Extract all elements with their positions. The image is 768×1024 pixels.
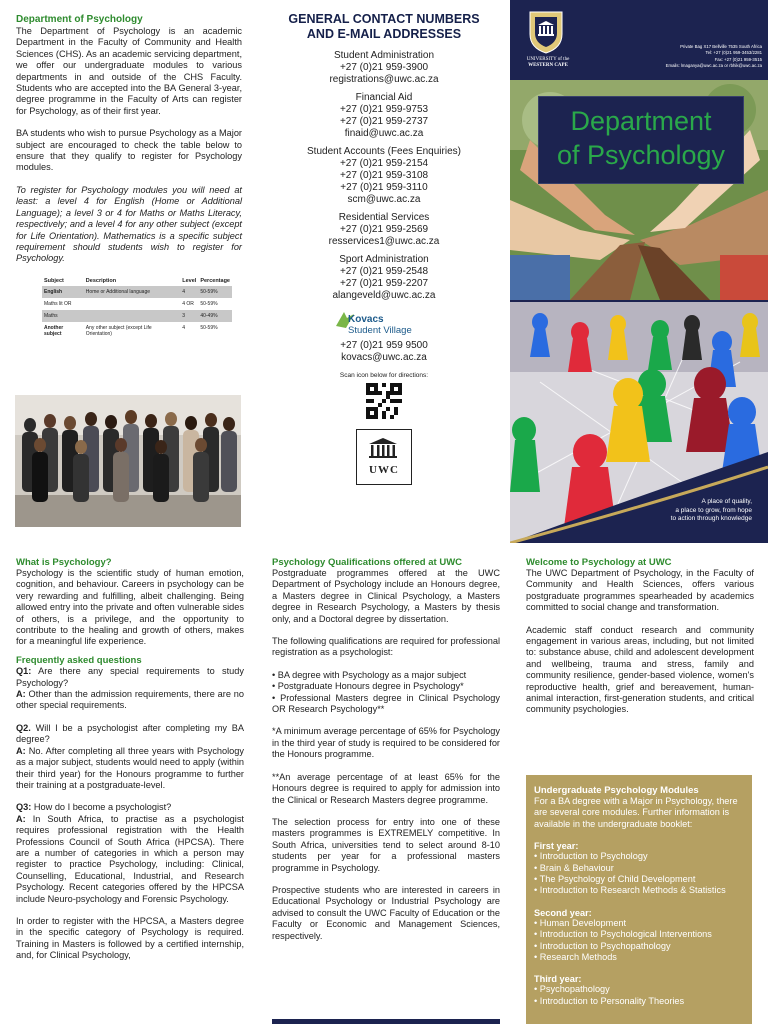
list-item-text: Introduction to Psychopathology [539, 940, 671, 951]
table-row [42, 286, 232, 298]
contact-phone[interactable]: +27 (0)21 959-2154 [339, 158, 429, 169]
contact-financial-aid [268, 92, 500, 140]
table-cell: 4 OR [182, 300, 194, 307]
dept-requirements-text: To register for Psychology modules you will need at least: a level 4 for English (Home or Additional Language); a level 3 or 4 for Maths or Maths Literacy, respectively; and a level 4 for any other subject (except for Life Orientation). Mathematics is a specific subject requirement should students wish to register for Psychology. [16, 184, 242, 264]
contact-student-admin [268, 50, 500, 86]
table-row [42, 310, 232, 322]
contact-phone[interactable]: +27 (0)21 959-2569 [339, 224, 429, 235]
kovacs-name: Kovacs [348, 314, 384, 325]
contact-name: Sport Administration [339, 254, 429, 265]
qualification-list [272, 670, 500, 716]
list-item-text: Human Development [539, 917, 627, 928]
panel-department-intro [16, 14, 242, 340]
second-year-label: Second year: [534, 907, 592, 918]
contacts-heading-line2: AND E-MAIL ADDRESSES [306, 27, 462, 41]
q3-text: How do I become a psychologist? [33, 802, 172, 813]
table-cell: 50-59% [200, 300, 218, 307]
contact-name: Student Administration [333, 50, 435, 61]
table-cell: Home or Additional language [84, 286, 180, 298]
panel-welcome [526, 557, 754, 727]
q2-text: Will I be a psychologist after completing my BA degree? [16, 722, 244, 745]
uwc-logo [356, 429, 412, 485]
contacts-heading [268, 12, 500, 42]
modules-heading: Undergraduate Psychology Modules [534, 785, 699, 796]
welcome-heading: Welcome to Psychology at UWC [526, 557, 672, 568]
contact-name: Financial Aid [355, 92, 413, 103]
third-year-label: Third year: [534, 974, 582, 985]
navy-footer-bar [272, 1019, 500, 1024]
uwc-logo-text: UWC [369, 464, 399, 476]
panel-what-is-psychology [16, 557, 244, 973]
contact-email-link[interactable]: finaid@uwc.ac.za [344, 128, 424, 139]
welcome-text: The UWC Department of Psychology, in the Faculty of Community and Health Sciences, offers various postgraduate programmes spearheaded by academics committed to social change and transformation. [526, 568, 754, 613]
contact-phone[interactable]: +27 (0)21 959-2737 [339, 116, 429, 127]
panel-contacts [268, 12, 500, 485]
qr-code-icon[interactable] [366, 383, 402, 419]
list-item: • Human Development [534, 917, 627, 928]
contacts-heading-line1: GENERAL CONTACT NUMBERS [288, 12, 480, 26]
table-header: Level [182, 277, 197, 284]
what-is-heading: What is Psychology? [16, 557, 112, 568]
second-year-list [534, 918, 752, 964]
list-item: • Introduction to Psychopathology [534, 940, 671, 951]
list-item-text: Introduction to Research Methods & Statistics [539, 885, 726, 896]
cover-title-box [538, 96, 744, 184]
q3-label: Q3: [16, 802, 32, 813]
list-item: • Introduction to Research Methods & Statistics [534, 885, 726, 896]
cover-tagline [602, 498, 752, 524]
masters-note: **An average percentage of at least 65% for the Honours degree is required to apply for admission into the Clinical or Research Masters degree programme. [272, 771, 500, 805]
qualifications-text: Postgraduate programmes offered at the UWC Department of Psychology include an Honours degree, a Masters degree in Clinical Psychology, a Masters degree in Research Psychology, a Masters by thesis only, and a Doctoral degree by dissertation. [272, 568, 500, 624]
faq-q3 [16, 802, 244, 905]
requirements-table [42, 276, 232, 340]
table-header: Subject [44, 277, 64, 284]
contact-email-link[interactable]: registrations@uwc.ac.za [329, 74, 439, 85]
table-cell [84, 298, 180, 310]
list-item-text: BA degree with Psychology as a major subject [277, 669, 467, 680]
first-year-list [534, 851, 752, 897]
kovacs-logo [334, 308, 434, 338]
list-item: • The Psychology of Child Development [534, 874, 696, 885]
third-year-list [534, 984, 752, 1007]
list-item-text: Psychopathology [539, 984, 610, 995]
cover-title-line1: Department [570, 106, 712, 136]
panel-qualifications [272, 557, 500, 953]
contact-phone[interactable]: +27 (0)21 959 9500 [340, 340, 428, 351]
list-item-text: Introduction to Psychological Interventions [539, 929, 712, 940]
first-year-label: First year: [534, 841, 579, 852]
building-icon [368, 437, 398, 459]
contact-phone[interactable]: +27 (0)21 959-9753 [339, 104, 429, 115]
table-cell: 4 [180, 286, 198, 298]
modules-box [526, 775, 752, 1024]
list-item: • Postgraduate Honours degree in Psychology* [272, 681, 464, 692]
faq-q2 [16, 723, 244, 791]
prospective-text: Prospective students who are interested in careers in Educational Psychology or Industrial Psychology are advised to consult the UWC Faculty of Education or the Faculty or Economic and Management Sciences, respectively. [272, 884, 500, 941]
table-cell: Maths lit OR [44, 300, 72, 307]
list-item-text: Introduction to Psychology [539, 851, 648, 862]
contact-residential [268, 212, 500, 248]
honours-note: *A minimum average percentage of 65% for Psychology in the third year of study is required to be considered for the Honours programme. [272, 726, 500, 760]
uni-name-line2: WESTERN CAPE [528, 63, 568, 68]
uni-name-line1: UNIVERSITY of the [526, 57, 570, 62]
contact-phone[interactable]: +27 (0)21 959-2548 [339, 266, 429, 277]
list-item-text: The Psychology of Child Development [539, 874, 696, 885]
modules-intro: For a BA degree with a Major in Psychology, there are several core modules. Further information is available in the undergraduate booklet: [534, 796, 738, 829]
selection-text: The selection process for entry into one of these masters programmes is EXTREMELY competitive. In South Africa, universities tend to select around 8-10 students per year for a professional masters programme in Psychology. [272, 816, 500, 873]
list-item-text: Brain & Behaviour [539, 862, 614, 873]
contact-name: Student Accounts (Fees Enquiries) [307, 146, 461, 157]
a3-text: In South Africa, to practise as a psychologist requires professional registration with the Health Professions Council of South Africa (HPCSA). There are a number of categories in which a person may register to practice Psychology, including: Clinical, Counselling, Educational, Industrial, and Research Psychology. Recent categories offered by the HPCSA include Neuro-psychology and Forensic Psychology. [16, 813, 244, 904]
a3-label: A: [16, 813, 26, 824]
list-item-text: Research Methods [539, 952, 617, 963]
q1-label: Q1: [16, 666, 32, 677]
cover-tel: Tel: +27 (0)21 959-3453/2281 [705, 50, 762, 56]
registration-intro: The following qualifications are required for professional registration as a psychologist: [272, 636, 500, 658]
cover-address: Private Bag X17 Bellville 7535 South Africa [680, 44, 762, 49]
table-cell: 4 [182, 324, 186, 331]
university-name [516, 57, 580, 69]
table-cell: Maths [42, 310, 84, 322]
what-is-text: Psychology is the scientific study of human emotion, cognition, and behaviour. Careers in psychology can be very rewarding and fulfilling, albeit challenging. Being allowed entry into the private and often vulnerable sides of others, is a privilege, and the opportunity to contribute to the healing and growth of others, makes for a meaningful life experience. [16, 568, 244, 647]
dept-heading: Department of Psychology [16, 14, 143, 25]
contact-sport [268, 254, 500, 302]
cover-title [539, 104, 743, 172]
list-item-text: Introduction to Personality Theories [539, 995, 685, 1006]
list-item: • Research Methods [534, 952, 617, 963]
list-item: • Introduction to Psychology [534, 851, 648, 862]
a2-label: A: [16, 745, 26, 756]
hpcsa-text: In order to register with the HPCSA, a Masters degree in the specific category of Psychology is required. Training in Masters is followed by a certified internship, and, for Clinical Psychology, [16, 915, 244, 961]
list-item: • BA degree with Psychology as a major subject [272, 669, 467, 680]
list-item: • Brain & Behaviour [534, 862, 614, 873]
group-photo [15, 395, 241, 527]
q2-label: Q2. [16, 722, 31, 733]
dept-intro-text: The Department of Psychology is an academic Department in the Faculty of Community and Health Sciences (CHS). As an academic servicing department, we offer our undergraduate modules to various departments in and outside of the CHS Faculty. Students who are accepted into the BA General 3-year, degree programme in the Faculty of Arts can register for Psychology, as of their first year. [16, 26, 242, 116]
tagline-line3: to action through knowledge [670, 515, 752, 522]
tagline-line2: a place to grow, from hope [675, 506, 752, 514]
list-item-text: Postgraduate Honours degree in Psychology* [277, 681, 464, 692]
table-cell: English [42, 286, 84, 298]
contact-email-link[interactable]: kovacs@uwc.ac.za [341, 352, 427, 363]
table-row [42, 298, 232, 310]
cover-emails: Emails: lmaganya@uwc.ac.za or rbhik@uwc.ac.za [665, 62, 762, 68]
dept-para2: BA students who wish to pursue Psychology as a Major subject are encouraged to check the table below to ensure that they qualify to register for Psychology modules. [16, 128, 242, 173]
contact-student-accounts [268, 146, 500, 206]
list-item: • Introduction to Personality Theories [534, 995, 685, 1006]
table-cell: 3 [180, 310, 198, 322]
contact-phone[interactable]: +27 (0)21 959-3108 [339, 170, 429, 181]
scan-instruction: Scan icon below for directions: [339, 372, 429, 379]
tagline-line1: A place of quality, [701, 498, 752, 505]
a1-label: A: [16, 689, 26, 700]
list-item-text: Professional Masters degree in Clinical Psychology OR Research Psychology** [272, 692, 500, 715]
list-item: • Psychopathology [534, 984, 610, 995]
contact-phone[interactable]: +27 (0)21 959-2207 [339, 278, 429, 289]
contact-phone[interactable]: +27 (0)21 959-3110 [340, 182, 428, 193]
qualifications-heading: Psychology Qualifications offered at UWC [272, 557, 463, 568]
list-item: • Professional Masters degree in Clinical Psychology OR Research Psychology** [272, 692, 500, 715]
panel-cover [510, 0, 768, 543]
contact-email-link[interactable]: resservices1@uwc.ac.za [328, 236, 440, 247]
cover-contact-block [592, 44, 762, 69]
contact-kovacs [268, 340, 500, 364]
table-cell: 50-59% [200, 324, 218, 331]
contact-phone[interactable]: +27 (0)21 959-3900 [339, 62, 429, 73]
faq-heading: Frequently asked questions [16, 654, 142, 666]
q1-text: Are there any special requirements to study Psychology? [16, 666, 244, 688]
contact-name: Residential Services [338, 212, 430, 223]
table-header: Description [85, 277, 117, 284]
table-cell: Another subject [44, 324, 64, 337]
table-cell: 50-59% [198, 286, 232, 298]
contact-email-link[interactable]: scm@uwc.ac.za [347, 194, 421, 205]
cover-title-line2: of Psychology [556, 140, 726, 170]
a1-text: Other than the admission requirements, there are no other special requirements. [16, 689, 244, 711]
table-row [42, 322, 232, 340]
table-cell: Any other subject (except Life Orientation) [85, 324, 152, 337]
university-crest-icon [526, 8, 566, 54]
table-cell [84, 310, 180, 322]
cover-fax: Fax: +27 (0)21 959-3515 [714, 56, 762, 62]
a2-text: No. After completing all three years with Psychology as a major subject, students would need to apply (within their third year) for the Honours programme to further their training at a postgraduate-level. [16, 745, 244, 790]
kovacs-sub: Student Village [348, 325, 412, 336]
research-areas-text: Academic staff conduct research and community engagement in various areas, including, but not limited to: substance abuse, child and adolescent development and wellbeing, trauma and stress, family and community resilience, gender-based violence, women's reproductive health, grief and bereavement, human-animal interaction, first-generation students, and critical community psychologies. [526, 624, 754, 715]
list-item: • Introduction to Psychological Interventions [534, 929, 712, 940]
faq-q1 [16, 666, 244, 712]
table-cell: 40-49% [198, 310, 232, 322]
table-header: Percentage [200, 277, 230, 284]
contact-email-link[interactable]: alangeveld@uwc.ac.za [332, 290, 436, 301]
